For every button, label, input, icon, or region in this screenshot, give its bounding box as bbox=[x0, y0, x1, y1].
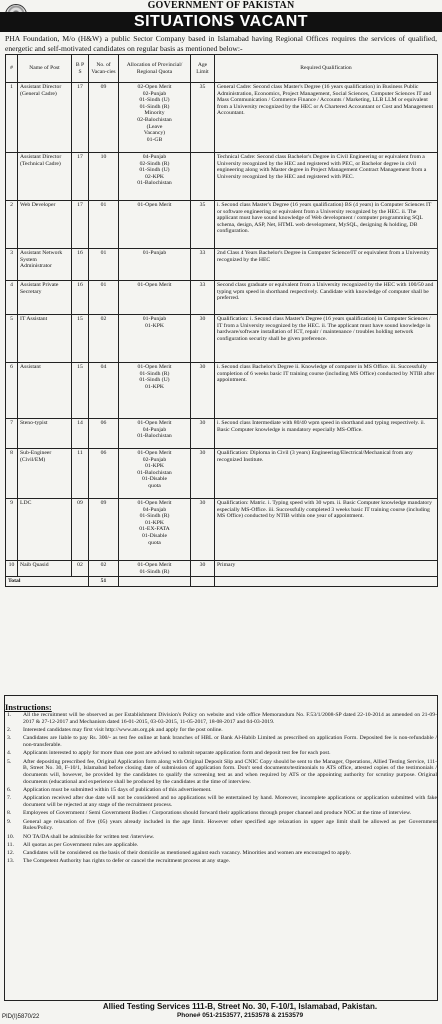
instruction-number: 11. bbox=[7, 841, 14, 848]
instruction-number: 3. bbox=[7, 735, 12, 742]
instruction-text: NO TA/DA shall be admissible for written test /interview. bbox=[23, 833, 155, 840]
instruction-text: The Competent Authority has rights to defer or cancel the recruitment process at any stage. bbox=[23, 858, 231, 865]
page-title: SITUATIONS VACANT bbox=[0, 12, 442, 32]
instruction-item bbox=[5, 842, 437, 849]
instruction-number: 1. bbox=[7, 712, 12, 718]
instruction-number: 9. bbox=[7, 818, 12, 825]
table-row bbox=[6, 499, 438, 561]
quota-line: 01-Open Merit bbox=[137, 500, 172, 506]
row-number: 2 bbox=[6, 201, 18, 249]
instruction-item bbox=[5, 787, 437, 794]
qualification-text: Technical Cadre: Second class Bachelor's Degree in Civil Engineering or equivalent from a University recognized by the HEC and registered with PEC, or Bachelor degree in civil engineering along with Master degree in Project Management Contract Management from a University recognized by the HEC and registered with PEC. bbox=[215, 153, 438, 201]
vacancies-value: 06 bbox=[89, 449, 119, 499]
post-name: Assistant Private Secretary bbox=[18, 281, 72, 315]
instruction-text: All quotas as per Government rules are applicable. bbox=[23, 841, 139, 848]
instruction-item bbox=[5, 850, 437, 857]
instruction-item bbox=[5, 810, 437, 817]
post-name: Assistant Director (General Cadre) bbox=[18, 83, 72, 153]
post-name: IT Assistant bbox=[18, 315, 72, 363]
column-header: Allocation of Provincial/ Regional Quota bbox=[119, 55, 191, 83]
qualification-text: i. Second class Bachelor's Degree ii. Knowledge of computer in MS Office. iii. Successfully completion of 6 weeks basic IT training course (including MS Office) conducted by NTIB after appointment. bbox=[215, 363, 438, 419]
table-row bbox=[6, 201, 438, 249]
instruction-text: All the recruitment will be observed as per Establishment Division's Policy on website and vide office Memorandum No. F.53/1/2008-SP dated 22-10-2014 as amended on 21-09-2017 & 27-12-2017 and Mechanism dated 16-01-2015, 03-03-2015, 11-05-2017, 18-08-2017 and 04-03-2019. bbox=[23, 712, 437, 725]
publication-id: PID(I)5870/22 bbox=[2, 1014, 40, 1020]
quota-line: 04-Punjab bbox=[142, 506, 167, 513]
instruction-number: 2. bbox=[7, 727, 12, 733]
instruction-text: Employees of Government / Semi Government Bodies / Corporations should forward their applications through proper channel and produce NOC at the time of interview. bbox=[23, 810, 412, 817]
post-name: Sub-Engineer (Civil/EM) bbox=[18, 449, 72, 499]
table-row bbox=[6, 419, 438, 449]
vacancies-value: 04 bbox=[89, 363, 119, 419]
age-limit bbox=[191, 153, 215, 201]
quota-line: 01-Sindh (R) bbox=[139, 370, 170, 377]
vacancies-value: 10 bbox=[89, 153, 119, 201]
quota-cell bbox=[119, 561, 191, 577]
bps-value: 15 bbox=[72, 315, 89, 363]
instruction-text: Candidates are liable to pay Rs. 300/- as test fee online at bank branches of HBL or Bank Al-Habib Limited as prescribed on application Form. Deposited fee is non-refundable / non-transferable. bbox=[23, 735, 437, 748]
quota-line: 01-GB bbox=[146, 136, 163, 143]
quota-line: 02-Punjab bbox=[142, 456, 167, 463]
quota-line: 01-KPK bbox=[145, 519, 164, 526]
instruction-item bbox=[5, 712, 437, 725]
quota-line: 01-Disable bbox=[142, 532, 167, 539]
qualification-text: i. Second class Master's Degree (16 years qualification) BS (4 years) in Computer Sciences IT or software engineering or equivalent from a University recognized by the HEC. ii. The applicant must have sound knowledge of Web development / computer programming SQL schema, design, ASP, Net, HTML web development, MySQL, designing & holding, DB configuration. bbox=[215, 201, 438, 249]
bps-value: 09 bbox=[72, 499, 89, 561]
instruction-item bbox=[5, 759, 437, 786]
age-limit: 33 bbox=[191, 249, 215, 281]
post-name: Assistant Network System Administrator bbox=[18, 249, 72, 281]
instruction-item bbox=[5, 795, 437, 808]
table-row bbox=[6, 249, 438, 281]
column-header: Name of Post bbox=[18, 55, 72, 83]
quota-cell bbox=[119, 201, 191, 249]
quota-line: 01-KPK bbox=[145, 463, 164, 470]
age-limit: 35 bbox=[191, 201, 215, 249]
quota-cell bbox=[119, 363, 191, 419]
quota-line: 02-Punjab bbox=[142, 90, 167, 97]
bps-value: 17 bbox=[72, 201, 89, 249]
column-header: Required Qualification bbox=[215, 55, 438, 83]
instruction-number: 6. bbox=[7, 787, 12, 793]
row-number: 3 bbox=[6, 249, 18, 281]
bps-value: 16 bbox=[72, 281, 89, 315]
quota-line: 01-Sindh (U) bbox=[139, 377, 170, 384]
table-row bbox=[6, 449, 438, 499]
quota-line: 02-Sindh (R) bbox=[139, 160, 170, 167]
vacancies-value: 01 bbox=[89, 249, 119, 281]
qualification-text: 2nd Class 4 Years Bachelor's Degree in Computer Science/IT or equivalent from a University recognized by the HEC bbox=[215, 249, 438, 281]
vacancies-value: 09 bbox=[89, 83, 119, 153]
quota-line: 01-Open Merit bbox=[137, 364, 172, 370]
quota-line: 01-Balochistan bbox=[137, 469, 172, 476]
vacancy-table bbox=[5, 54, 438, 587]
quota-line: 01-Balochistan bbox=[137, 180, 172, 187]
quota-line: 01-EX-FATA bbox=[139, 526, 170, 533]
quota-line: 01-Punjab bbox=[142, 316, 167, 322]
bps-value: 14 bbox=[72, 419, 89, 449]
quota-line: 01-Open Merit bbox=[137, 282, 172, 288]
instruction-item bbox=[5, 834, 437, 841]
age-limit: 33 bbox=[191, 281, 215, 315]
quota-cell bbox=[119, 419, 191, 449]
instruction-number: 4. bbox=[7, 750, 12, 757]
footer-address: Allied Testing Services 111-B, Street No. 30, F-10/1, Islamabad, Pakistan. bbox=[102, 1002, 378, 1011]
post-name: LDC bbox=[18, 499, 72, 561]
total-label: Total bbox=[6, 577, 89, 587]
instruction-item bbox=[5, 735, 437, 748]
instruction-text: Applicants interested to apply for more than one post are advised to submit separate application form and deposit test fee for each post. bbox=[23, 750, 331, 757]
quota-line: 01-Sindh (U) bbox=[139, 97, 170, 104]
row-number: 8 bbox=[6, 449, 18, 499]
quota-line: quota bbox=[148, 539, 161, 546]
instruction-text: Application received after due date will not be considered and no applications will be entertained by hand. Moreover, incomplete applications or application submitted with fake document will be rejected at any stage of the recruitment process. bbox=[23, 795, 437, 808]
quota-cell bbox=[119, 281, 191, 315]
instruction-text: After depositing prescribed fee, Original Application form along with Original Deposit Slip and CNIC Copy should be sent to the Manager, Operations, Allied Testing Service, 111-B, Street No. 30, F-10/1, Islamabad before closing date of submission of application form. Don't send documents/testimonials to ATS office, attested copies of the testimonials / documents will, however, be provided by the candidates to qualify the screening test as and when required by ATS or the appointing authority for scrutiny purpose. Original documents (educational and experience shall be produced by the candidates at the time of interview. bbox=[23, 758, 437, 785]
qualification-text: i. Second class Intermediate with 80/40 wpm speed in shorthand and typing respectively. ii. Basic Computer knowledge is mandatory especially MS-Office. bbox=[215, 419, 438, 449]
row-number: 9 bbox=[6, 499, 18, 561]
instruction-item bbox=[5, 750, 437, 757]
instruction-item bbox=[5, 858, 437, 865]
age-limit: 30 bbox=[191, 363, 215, 419]
age-limit: 30 bbox=[191, 315, 215, 363]
table-row bbox=[6, 281, 438, 315]
vacancies-value: 02 bbox=[89, 315, 119, 363]
row-number: 10 bbox=[6, 561, 18, 577]
row-number: 7 bbox=[6, 419, 18, 449]
vacancies-value: 01 bbox=[89, 281, 119, 315]
qualification-text: Primary bbox=[215, 561, 438, 577]
bps-value: 02 bbox=[72, 561, 89, 577]
age-limit: 30 bbox=[191, 419, 215, 449]
age-limit: 35 bbox=[191, 83, 215, 153]
post-name: Assistant Director (Technical Cadre) bbox=[18, 153, 72, 201]
instruction-number: 10. bbox=[7, 833, 15, 840]
post-name: Steno-typist bbox=[18, 419, 72, 449]
table-row bbox=[6, 83, 438, 153]
instructions-list bbox=[5, 712, 437, 867]
quota-line: 01-KPK bbox=[145, 322, 164, 329]
quota-cell bbox=[119, 499, 191, 561]
instruction-item bbox=[5, 819, 437, 832]
footer-phone: Phone# 051-2153577, 2153578 & 2153579 bbox=[176, 1012, 304, 1019]
instruction-text: Interested candidates may first visit http://www.ats.org.pk and apply for the post online. bbox=[23, 727, 223, 733]
quota-line: 02-Balochistan bbox=[137, 116, 172, 123]
vacancies-value: 06 bbox=[89, 419, 119, 449]
quota-line: 02-Open Merit bbox=[137, 84, 172, 90]
table-header-row bbox=[6, 55, 438, 83]
post-name: Naib Quasid bbox=[18, 561, 72, 577]
quota-line: Minority bbox=[144, 110, 165, 117]
post-name: Assistant bbox=[18, 363, 72, 419]
instruction-text: General age relaxation of five (05) years already included in the age limit. However other specified age relaxation in upper age limit shall be allowed as per Government Rules/Policy. bbox=[23, 818, 437, 832]
footer bbox=[40, 1002, 440, 1022]
quota-line: 01-Open Merit bbox=[137, 450, 172, 456]
total-row bbox=[6, 577, 438, 587]
bps-value: 15 bbox=[72, 363, 89, 419]
row-number: 5 bbox=[6, 315, 18, 363]
quota-line: Vacancy) bbox=[143, 130, 166, 137]
table-row bbox=[6, 363, 438, 419]
quota-line: 01-Punjab bbox=[142, 250, 167, 256]
age-limit: 30 bbox=[191, 561, 215, 577]
instruction-number: 12. bbox=[7, 850, 15, 857]
quota-cell bbox=[119, 315, 191, 363]
instruction-item bbox=[5, 727, 437, 734]
qualification-text: General Cadre: Second class Master's Degree (16 years qualification) in Business Public Administration, Economics, Project Management, Social Sciences, Computer Sciences IT and Mass Communication / Commerce Finance / Accounts / Marketing, LLB LLM or equivalent from a University recognized by the HEC or A Chartered Accountant or Cost and Management Accountant. bbox=[215, 83, 438, 153]
instruction-number: 5. bbox=[7, 758, 12, 765]
quota-line: 01-Balochistan bbox=[137, 433, 172, 440]
qualification-text: Second class graduate or equivalent from a University recognized by the HEC with 100/50 and typing wpm speed in shorthand respectively. Candidate with knowledge of computer shall be preferred. bbox=[215, 281, 438, 315]
quota-line: 01-Sindh (R) bbox=[139, 513, 170, 520]
vacancies-value: 02 bbox=[89, 561, 119, 577]
row-number: 6 bbox=[6, 363, 18, 419]
quota-line: 04-Punjab bbox=[142, 426, 167, 433]
quota-cell bbox=[119, 83, 191, 153]
bps-value: 11 bbox=[72, 449, 89, 499]
government-heading: GOVERNMENT OF PAKISTAN bbox=[147, 0, 295, 11]
quota-line: 01-Open Merit bbox=[137, 420, 172, 426]
row-number: 1 bbox=[6, 83, 18, 153]
post-name: Web Developer bbox=[18, 201, 72, 249]
intro-paragraph: PHA Foundation, M/o (H&W) a public Sector Company based in Islamabad having Regional Offices requires the services of qualified, energetic and self-motivated candidates on regular basis as mentioned below:- bbox=[5, 34, 437, 53]
quota-cell bbox=[119, 153, 191, 201]
vacancies-value: 01 bbox=[89, 201, 119, 249]
instruction-text: Candidates will be considered on the basis of their domicile as mentioned against each vacancy. Minorities and women are encouraged to apply. bbox=[23, 850, 351, 857]
instruction-number: 8. bbox=[7, 810, 12, 817]
column-header: No. of Vacan-cies bbox=[89, 55, 119, 83]
qualification-text: Qualification: Diploma in Civil (3 years) Engineering/Electrical/Mechanical from any recognized Institute. bbox=[215, 449, 438, 499]
instruction-number: 13. bbox=[7, 858, 15, 865]
age-limit: 30 bbox=[191, 499, 215, 561]
table-row bbox=[6, 561, 438, 577]
quota-line: 01-Sindh (R) bbox=[139, 568, 170, 575]
quota-line: (Leave bbox=[146, 123, 163, 130]
quota-line: 01-Sindh (U) bbox=[139, 167, 170, 174]
row-number bbox=[6, 153, 18, 201]
quota-line: quota bbox=[148, 482, 161, 489]
quota-line: 01-KPK bbox=[145, 383, 164, 390]
quota-line: 04-Punjab bbox=[142, 154, 167, 160]
qualification-text: Qualification: i. Second class Master's Degree (16 years qualification) in Computer Sciences / IT from a University recognized by the HEC. ii. The applicant must have sound knowledge in hardware/software installation of ICT, repair / maintenance / troubles holding network configuration security shall be given preference. bbox=[215, 315, 438, 363]
row-number: 4 bbox=[6, 281, 18, 315]
bps-value: 16 bbox=[72, 249, 89, 281]
quota-cell bbox=[119, 449, 191, 499]
table-row bbox=[6, 153, 438, 201]
column-header: Age Limit bbox=[191, 55, 215, 83]
quota-line: 02-KPK bbox=[145, 173, 164, 180]
quota-line: 01-Open Merit bbox=[137, 562, 172, 568]
age-limit: 30 bbox=[191, 449, 215, 499]
table-row bbox=[6, 315, 438, 363]
instruction-text: Application must be submitted within 15 days of publication of this advertisement. bbox=[23, 787, 212, 793]
quota-line: 01-Disable bbox=[142, 476, 167, 483]
bps-value: 17 bbox=[72, 83, 89, 153]
bps-value: 17 bbox=[72, 153, 89, 201]
quota-cell bbox=[119, 249, 191, 281]
column-header: B P S bbox=[72, 55, 89, 83]
quota-line: 01-Sindh (R) bbox=[139, 103, 170, 110]
vacancies-value: 09 bbox=[89, 499, 119, 561]
qualification-text: Qualification: Matric. i. Typing speed with 30 wpm. ii. Basic Computer knowledge mandatory especially MS-Office. iii. Successfully completed 3 weeks basic IT training course (including MS Office) conducted by NTIB within one year of appointment. bbox=[215, 499, 438, 561]
instructions-heading: Instructions: bbox=[5, 702, 52, 712]
instruction-number: 7. bbox=[7, 795, 12, 802]
total-value: 51 bbox=[89, 577, 119, 587]
quota-line: 01-Open Merit bbox=[137, 202, 172, 208]
column-header: # bbox=[6, 55, 18, 83]
